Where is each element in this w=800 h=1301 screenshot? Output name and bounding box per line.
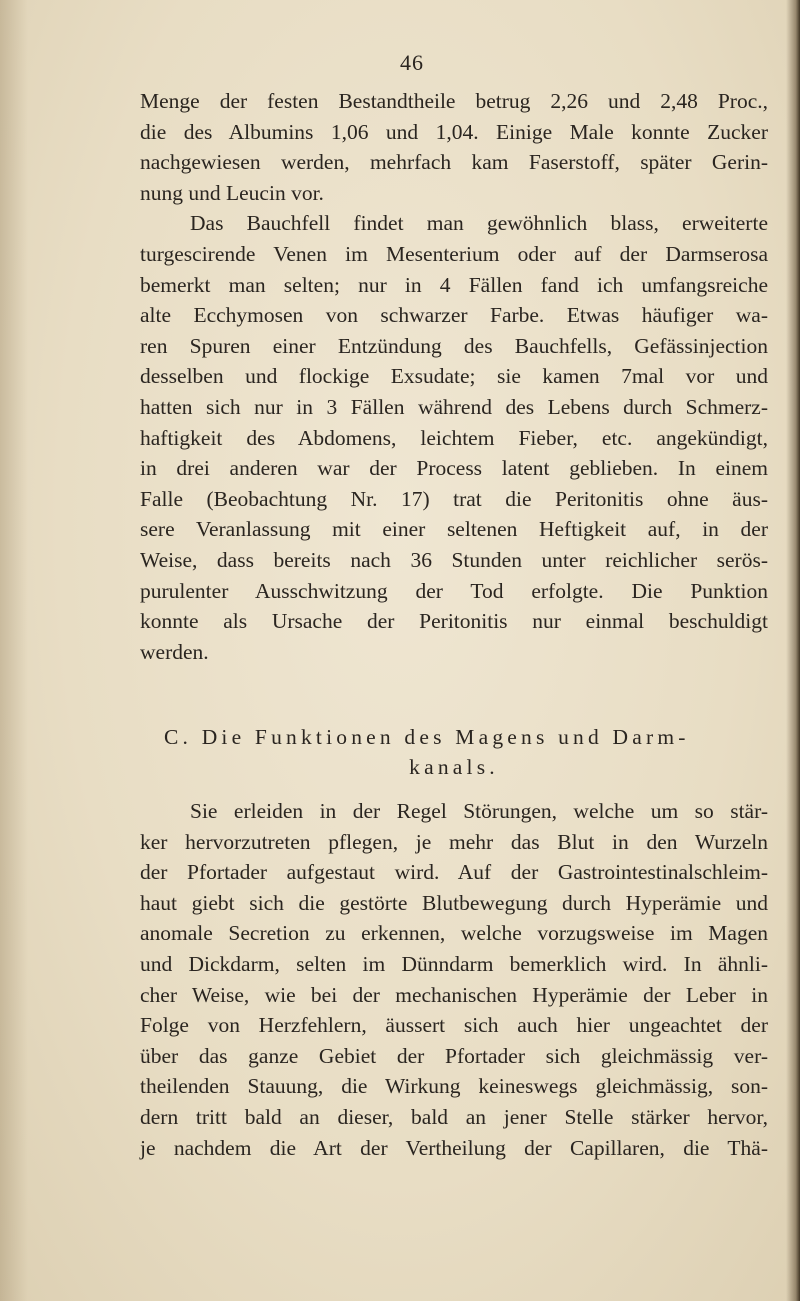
text-line: haftigkeit des Abdomens, leichtem Fieber, etc. angekündigt, xyxy=(140,425,768,450)
text-line: anomale Secretion zu erkennen, welche vorzugsweise im Magen xyxy=(140,921,768,946)
page-gutter-shadow xyxy=(0,0,28,1301)
text-line: Das Bauchfell findet man gewöhnlich blass, erweiterte xyxy=(190,211,768,236)
page-edge xyxy=(786,0,800,1301)
text-line: ker hervorzutreten pflegen, je mehr das Blut in den Wurzeln xyxy=(140,829,768,854)
text-line: bemerkt man selten; nur in 4 Fällen fand ich umfangsreiche xyxy=(140,272,768,297)
text-line: konnte als Ursache der Peritonitis nur einmal beschuldigt xyxy=(140,609,768,634)
text-line: ren Spuren einer Entzündung des Bauchfells, Gefässinjection xyxy=(140,333,768,358)
text-line: haut giebt sich die gestörte Blutbewegung durch Hyperämie und xyxy=(140,890,768,915)
text-line: sere Veranlassung mit einer seltenen Heftigkeit auf, in der xyxy=(140,517,768,542)
text-line: je nachdem die Art der Vertheilung der Capillaren, die Thä- xyxy=(140,1135,768,1160)
text-line: desselben und flockige Exsudate; sie kamen 7mal vor und xyxy=(140,364,768,389)
text-line: Sie erleiden in der Regel Störungen, welche um so stär- xyxy=(190,799,768,823)
text-line: cher Weise, wie bei der mechanischen Hyperämie der Leber in xyxy=(140,982,768,1007)
text-line: Weise, dass bereits nach 36 Stunden unter reichlicher serös- xyxy=(140,547,768,572)
text-line: nung und Leucin vor. xyxy=(140,180,324,205)
text-line: Falle (Beobachtung Nr. 17) trat die Peritonitis ohne äus- xyxy=(140,486,768,511)
section-heading-continued: kanals. xyxy=(409,755,499,779)
page-number: 46 xyxy=(400,50,424,75)
text-line: theilenden Stauung, die Wirkung keineswegs gleichmässig, son- xyxy=(140,1074,768,1099)
text-line: purulenter Ausschwitzung der Tod erfolgte. Die Punktion xyxy=(140,578,768,603)
text-line: Menge der festen Bestandtheile betrug 2,26 und 2,48 Proc., xyxy=(140,89,768,113)
text-line: in drei anderen war der Process latent geblieben. In einem xyxy=(140,456,768,481)
text-line: der Pfortader aufgestaut wird. Auf der Gastrointestinalschleim- xyxy=(140,860,768,885)
text-line: über das ganze Gebiet der Pfortader sich gleichmässig ver- xyxy=(140,1043,768,1068)
text-line: hatten sich nur in 3 Fällen während des Lebens durch Schmerz- xyxy=(140,394,768,419)
section-heading: C. Die Funktionen des Magens und Darm- xyxy=(164,725,690,749)
text-line: werden. xyxy=(140,639,209,664)
text-line: alte Ecchymosen von schwarzer Farbe. Etwas häufiger wa- xyxy=(140,303,768,328)
text-line: nachgewiesen werden, mehrfach kam Faserstoff, später Gerin- xyxy=(140,150,768,175)
text-line: und Dickdarm, selten im Dünndarm bemerklich wird. In ähnli- xyxy=(140,951,768,976)
text-line: dern tritt bald an dieser, bald an jener Stelle stärker hervor, xyxy=(140,1104,768,1129)
body-text-upper xyxy=(140,86,768,667)
text-line: turgescirende Venen im Mesenterium oder auf der Darmserosa xyxy=(140,241,768,266)
body-text-lower xyxy=(140,796,768,1163)
text-line: die des Albumins 1,06 und 1,04. Einige Male konnte Zucker xyxy=(140,119,768,144)
text-line: Folge von Herzfehlern, äussert sich auch hier ungeachtet der xyxy=(140,1013,768,1038)
